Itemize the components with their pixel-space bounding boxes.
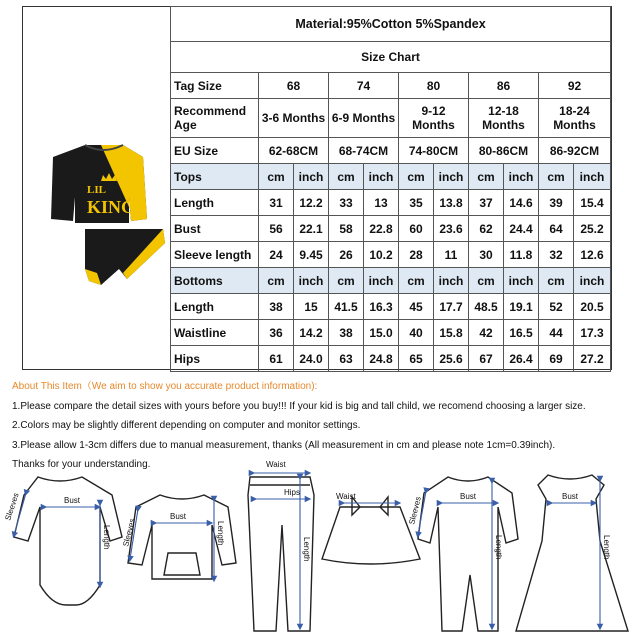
sleeves-label: Sleeves [3, 491, 21, 522]
tag-size: 86 [469, 73, 539, 99]
length-label: Length [102, 525, 111, 550]
cell: 13.8 [434, 190, 469, 216]
row-label: Tag Size [171, 73, 259, 99]
product-photo-cell [23, 7, 171, 369]
recommend-age: 6-9 Months [329, 99, 399, 138]
cell: 14.6 [504, 190, 539, 216]
cell: 69 [539, 346, 574, 372]
tops-header-row [171, 164, 611, 190]
unit-inch: inch [294, 268, 329, 294]
cell: 60 [399, 216, 434, 242]
cell: 32 [539, 242, 574, 268]
row-label: Length [171, 190, 259, 216]
eu-size: 86-92CM [539, 138, 611, 164]
length-label: Length [602, 535, 611, 560]
cell: 15.8 [434, 320, 469, 346]
length-label: Length [494, 535, 503, 560]
row-label: Sleeve length [171, 242, 259, 268]
cell: 17.7 [434, 294, 469, 320]
cell: 44 [539, 320, 574, 346]
note-item: 3.Please allow 1-3cm differs due to manual measurement, thanks (All measurement in cm and please note 1cm=0.39inch). [12, 439, 556, 451]
size-table [170, 6, 611, 372]
unit-cm: cm [539, 164, 574, 190]
cell: 25.2 [574, 216, 611, 242]
cell: 35 [399, 190, 434, 216]
cell: 67 [469, 346, 504, 372]
cell: 22.8 [364, 216, 399, 242]
table-row [171, 190, 611, 216]
unit-inch: inch [504, 164, 539, 190]
cell: 42 [469, 320, 504, 346]
cell: 26.4 [504, 346, 539, 372]
cell: 16.5 [504, 320, 539, 346]
unit-inch: inch [574, 268, 611, 294]
length-label: Length [216, 521, 225, 546]
cell: 65 [399, 346, 434, 372]
cell: 36 [259, 320, 294, 346]
section-label: Bottoms [171, 268, 259, 294]
cell: 24.4 [504, 216, 539, 242]
thanks-note: Thanks for your understanding. [12, 459, 151, 470]
unit-cm: cm [469, 164, 504, 190]
row-label: Length [171, 294, 259, 320]
hips-label: Hips [284, 488, 301, 497]
tag-size: 80 [399, 73, 469, 99]
cell: 64 [539, 216, 574, 242]
cell: 58 [329, 216, 364, 242]
unit-inch: inch [504, 268, 539, 294]
cell: 24.0 [294, 346, 329, 372]
measurement-diagrams [0, 455, 640, 640]
recommend-age: 9-12 Months [399, 99, 469, 138]
sleeves-label: Sleeves [121, 517, 137, 548]
cell: 22.1 [294, 216, 329, 242]
bust-label: Bust [562, 492, 579, 501]
bust-label: Bust [170, 512, 187, 521]
cell: 30 [469, 242, 504, 268]
cell: 15.4 [574, 190, 611, 216]
unit-inch: inch [434, 164, 469, 190]
cell: 11 [434, 242, 469, 268]
cell: 14.2 [294, 320, 329, 346]
recommend-age: 18-24 Months [539, 99, 611, 138]
bust-label: Bust [64, 496, 81, 505]
cell: 33 [329, 190, 364, 216]
note-item: 1.Please compare the detail sizes with yours before you buy!!! If your kid is big and tall child, we recomend choosing a larger size. [12, 400, 586, 412]
cell: 41.5 [329, 294, 364, 320]
unit-cm: cm [329, 268, 364, 294]
table-row [171, 242, 611, 268]
cell: 12.2 [294, 190, 329, 216]
tag-size: 74 [329, 73, 399, 99]
eu-size: 62-68CM [259, 138, 329, 164]
cell: 24.8 [364, 346, 399, 372]
cell: 61 [259, 346, 294, 372]
unit-cm: cm [329, 164, 364, 190]
cell: 9.45 [294, 242, 329, 268]
waist-label: Waist [266, 460, 286, 469]
recommend-age: 12-18 Months [469, 99, 539, 138]
length-label: Length [302, 537, 311, 562]
unit-cm: cm [399, 164, 434, 190]
cell: 10.2 [364, 242, 399, 268]
cell: 38 [329, 320, 364, 346]
unit-cm: cm [469, 268, 504, 294]
outfit-top [51, 145, 147, 223]
waist-label: Waist [336, 492, 356, 501]
cell: 16.3 [364, 294, 399, 320]
cell: 13 [364, 190, 399, 216]
section-label: Tops [171, 164, 259, 190]
material-title: Material:95%Cotton 5%Spandex [171, 7, 611, 42]
cell: 15.0 [364, 320, 399, 346]
cell: 25.6 [434, 346, 469, 372]
unit-inch: inch [574, 164, 611, 190]
row-label: Hips [171, 346, 259, 372]
table-row [171, 294, 611, 320]
cell: 45 [399, 294, 434, 320]
cell: 31 [259, 190, 294, 216]
cell: 24 [259, 242, 294, 268]
bow-icon [352, 497, 388, 515]
table-row [171, 346, 611, 372]
cell: 23.6 [434, 216, 469, 242]
cell: 28 [399, 242, 434, 268]
unit-inch: inch [364, 268, 399, 294]
cell: 52 [539, 294, 574, 320]
unit-inch: inch [434, 268, 469, 294]
row-label: EU Size [171, 138, 259, 164]
eu-size: 80-86CM [469, 138, 539, 164]
cell: 11.8 [504, 242, 539, 268]
table-row [171, 216, 611, 242]
about-heading: About This Item（We aim to show you accurate product information): [12, 381, 318, 392]
eu-size: 68-74CM [329, 138, 399, 164]
note-item: 2.Colors may be slightly different depending on computer and monitor settings. [12, 420, 361, 431]
cell: 38 [259, 294, 294, 320]
eu-size: 74-80CM [399, 138, 469, 164]
tag-size: 68 [259, 73, 329, 99]
row-label: Bust [171, 216, 259, 242]
cell: 37 [469, 190, 504, 216]
cell: 39 [539, 190, 574, 216]
print-line2: KING [87, 197, 136, 217]
cell: 15 [294, 294, 329, 320]
cell: 20.5 [574, 294, 611, 320]
outfit-pants [85, 229, 165, 285]
product-image [23, 7, 170, 369]
cell: 62 [469, 216, 504, 242]
unit-cm: cm [259, 268, 294, 294]
unit-inch: inch [294, 164, 329, 190]
cell: 63 [329, 346, 364, 372]
bust-label: Bust [460, 492, 477, 501]
recommend-age: 3-6 Months [259, 99, 329, 138]
tag-size-row [171, 73, 611, 99]
print-line1: LIL [87, 184, 106, 196]
cell: 26 [329, 242, 364, 268]
cell: 19.1 [504, 294, 539, 320]
unit-cm: cm [259, 164, 294, 190]
eu-size-row [171, 138, 611, 164]
cell: 56 [259, 216, 294, 242]
sleeves-label: Sleeves [407, 495, 423, 526]
cell: 17.3 [574, 320, 611, 346]
cell: 40 [399, 320, 434, 346]
recommend-age-row [171, 99, 611, 138]
cell: 27.2 [574, 346, 611, 372]
bottoms-header-row [171, 268, 611, 294]
unit-cm: cm [399, 268, 434, 294]
skirt-outline [322, 507, 420, 564]
tag-size: 92 [539, 73, 611, 99]
unit-inch: inch [364, 164, 399, 190]
size-chart-title: Size Chart [171, 42, 611, 73]
row-label: Recommend Age [171, 99, 259, 138]
unit-cm: cm [539, 268, 574, 294]
row-label: Waistline [171, 320, 259, 346]
cell: 48.5 [469, 294, 504, 320]
table-row [171, 320, 611, 346]
cell: 12.6 [574, 242, 611, 268]
